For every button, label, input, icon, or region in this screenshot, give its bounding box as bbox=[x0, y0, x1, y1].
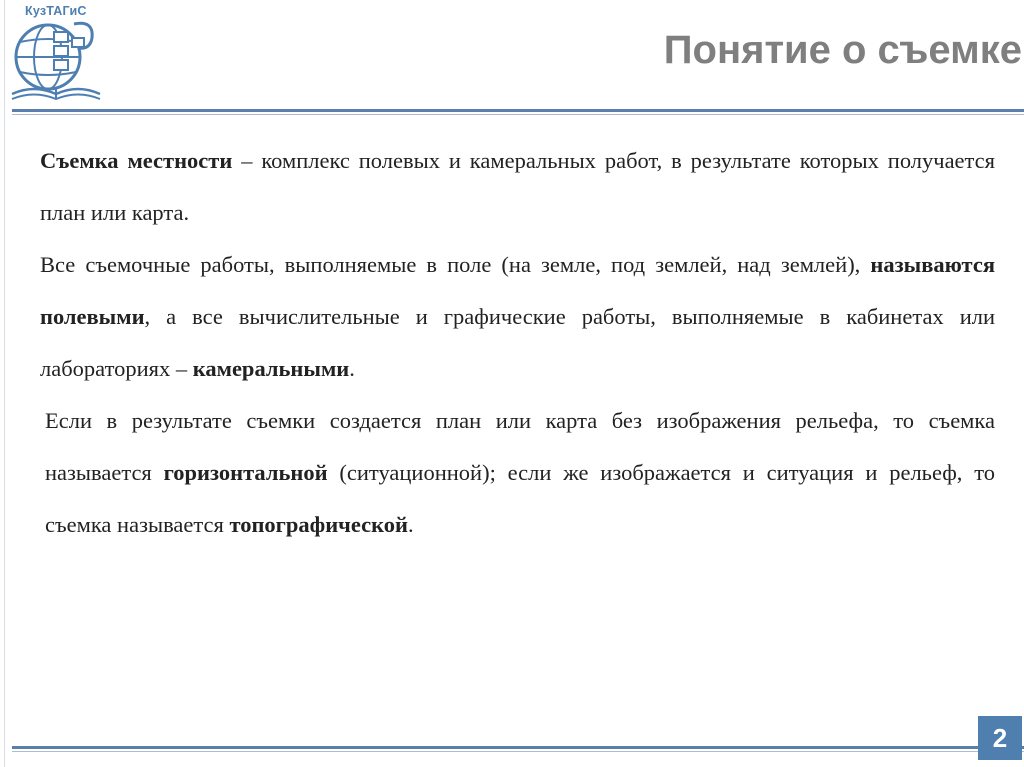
term-office: камеральными bbox=[192, 356, 350, 381]
term-survey: Съемка местности bbox=[40, 148, 233, 173]
paragraph-text: . bbox=[408, 512, 414, 537]
term-field: называются полевыми bbox=[40, 252, 995, 329]
paragraph-text: Если в результате съемки создается план или карта без изображения рельефа, то съемка называется bbox=[45, 408, 995, 485]
logo-text: КузТАГиС bbox=[25, 4, 87, 18]
paragraph-definition bbox=[40, 135, 995, 239]
paragraph-field-office bbox=[40, 239, 995, 395]
definition-text: – комплекс полевых и камеральных работ, в результате которых получается план или карта. bbox=[40, 148, 995, 225]
term-horizontal: горизонтальной bbox=[163, 460, 328, 485]
paragraph-text: (ситуационной); если же изображается и ситуация и рельеф, то съемка называется bbox=[45, 460, 996, 537]
paragraph-text: , а все вычислительные и графические работы, выполняемые в кабинетах или лабораториях – bbox=[40, 304, 995, 381]
slide-body bbox=[40, 135, 995, 551]
header-divider bbox=[12, 109, 1024, 112]
page-number-badge: 2 bbox=[978, 716, 1022, 760]
slide-edge bbox=[4, 0, 5, 767]
paragraph-survey-types bbox=[40, 395, 995, 551]
slide-title: Понятие о съемке bbox=[663, 28, 1022, 72]
term-topographic: топографической bbox=[229, 512, 409, 537]
paragraph-text: . bbox=[349, 356, 355, 381]
footer-divider bbox=[12, 746, 1024, 749]
paragraph-text: Все съемочные работы, выполняемые в поле (на земле, под землей, над землей), bbox=[40, 252, 871, 277]
footer-divider-thin bbox=[12, 751, 1024, 752]
header-divider-thin bbox=[12, 114, 1024, 115]
logo bbox=[8, 2, 110, 104]
